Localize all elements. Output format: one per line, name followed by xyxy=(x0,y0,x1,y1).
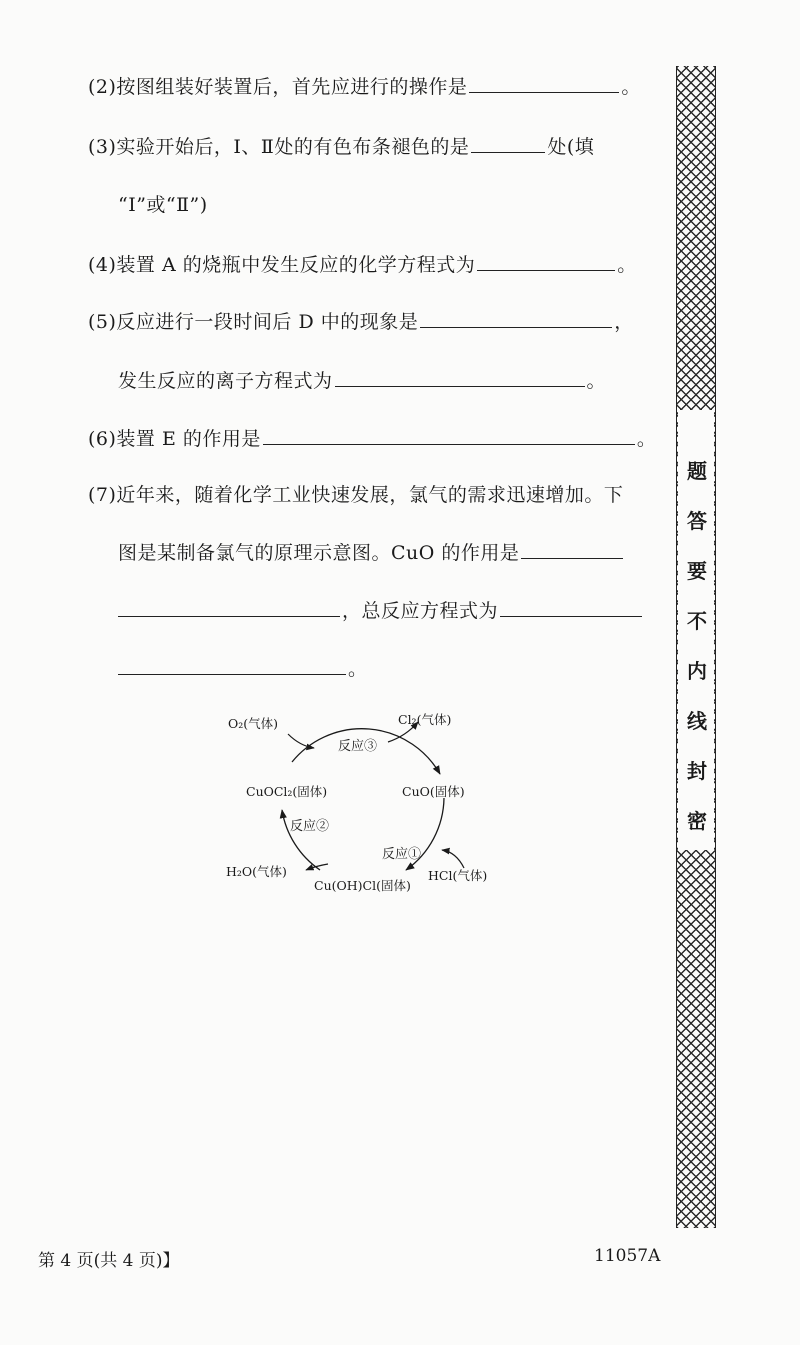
q7-answer-blank-2[interactable] xyxy=(118,615,340,617)
q3-text-a: (3)实验开始后，Ⅰ、Ⅱ处的有色布条褪色的是 xyxy=(88,136,470,158)
seal-char-3: 要 xyxy=(687,559,707,583)
q6-line xyxy=(88,424,656,451)
q3-text-b: 处(填 xyxy=(547,136,595,158)
seal-char-4: 不 xyxy=(687,609,707,633)
q3-line2: “Ⅰ”或“Ⅱ”) xyxy=(118,194,208,216)
q5-line2 xyxy=(118,366,606,393)
q4-line xyxy=(88,250,637,277)
q7-answer-blank-4[interactable] xyxy=(118,673,346,675)
q5-end1: ， xyxy=(614,311,634,333)
label-cl2: Cl₂(气体) xyxy=(398,712,452,727)
reaction-cycle-diagram xyxy=(210,700,510,905)
seal-char-1: 题 xyxy=(687,459,707,483)
seal-char-5: 内 xyxy=(687,659,707,683)
exam-code: 11057A xyxy=(594,1246,661,1266)
q6-end: 。 xyxy=(636,428,657,450)
q2-line xyxy=(88,72,641,99)
q5-line1 xyxy=(88,307,634,334)
q5-text: (5)反应进行一段时间后 D 中的现象是 xyxy=(88,311,419,333)
q2-end: 。 xyxy=(621,76,641,98)
q2-text: (2)按图组装好装置后，首先应进行的操作是 xyxy=(88,76,468,98)
q6-text: (6)装置 E 的作用是 xyxy=(88,428,261,450)
q7-line2 xyxy=(118,538,625,565)
label-reaction3: 反应③ xyxy=(338,739,378,754)
q3-answer-blank[interactable] xyxy=(471,151,545,153)
q5-end2: 。 xyxy=(586,370,607,392)
label-h2o: H₂O(气体) xyxy=(226,864,287,879)
q4-text: (4)装置 A 的烧瓶中发生反应的化学方程式为 xyxy=(88,254,476,276)
hcl-arrow xyxy=(442,850,464,868)
seal-char-8: 密 xyxy=(687,809,707,833)
label-reaction2: 反应② xyxy=(290,819,330,834)
label-hcl: HCl(气体) xyxy=(428,868,488,883)
page-number: 第 4 页(共 4 页)】 xyxy=(38,1251,180,1271)
label-reaction1: 反应① xyxy=(382,847,422,862)
q5-answer-blank-2[interactable] xyxy=(335,385,585,387)
q6-answer-blank[interactable] xyxy=(263,443,635,445)
seal-char-7: 封 xyxy=(687,759,707,783)
q7-end: 。 xyxy=(348,658,368,680)
label-cuo: CuO(固体) xyxy=(402,784,465,799)
q5-text2: 发生反应的离子方程式为 xyxy=(118,370,333,392)
q7-text2: 图是某制备氯气的原理示意图。CuO 的作用是 xyxy=(118,542,520,564)
label-o2: O₂(气体) xyxy=(228,716,279,731)
q7-line3 xyxy=(118,596,644,623)
q5-answer-blank-1[interactable] xyxy=(420,326,612,328)
q7-line4 xyxy=(118,654,368,681)
h2o-arrow xyxy=(306,864,328,870)
q4-end: 。 xyxy=(617,254,637,276)
q4-answer-blank[interactable] xyxy=(477,269,615,271)
label-cuocl2: CuOCl₂(固体) xyxy=(246,784,328,799)
q7-line1: (7)近年来，随着化学工业快速发展，氯气的需求迅速增加。下 xyxy=(88,484,624,506)
q2-answer-blank[interactable] xyxy=(469,91,619,93)
q7-answer-blank-3[interactable] xyxy=(500,615,642,617)
seal-char-2: 答 xyxy=(687,509,707,533)
seal-char-6: 线 xyxy=(687,709,707,733)
q7-text3: ，总反应方程式为 xyxy=(342,600,499,622)
q3-line1 xyxy=(88,132,594,159)
label-cuohcl: Cu(OH)Cl(固体) xyxy=(314,878,411,893)
o2-arrow xyxy=(288,734,314,748)
q7-answer-blank-1[interactable] xyxy=(521,557,623,559)
